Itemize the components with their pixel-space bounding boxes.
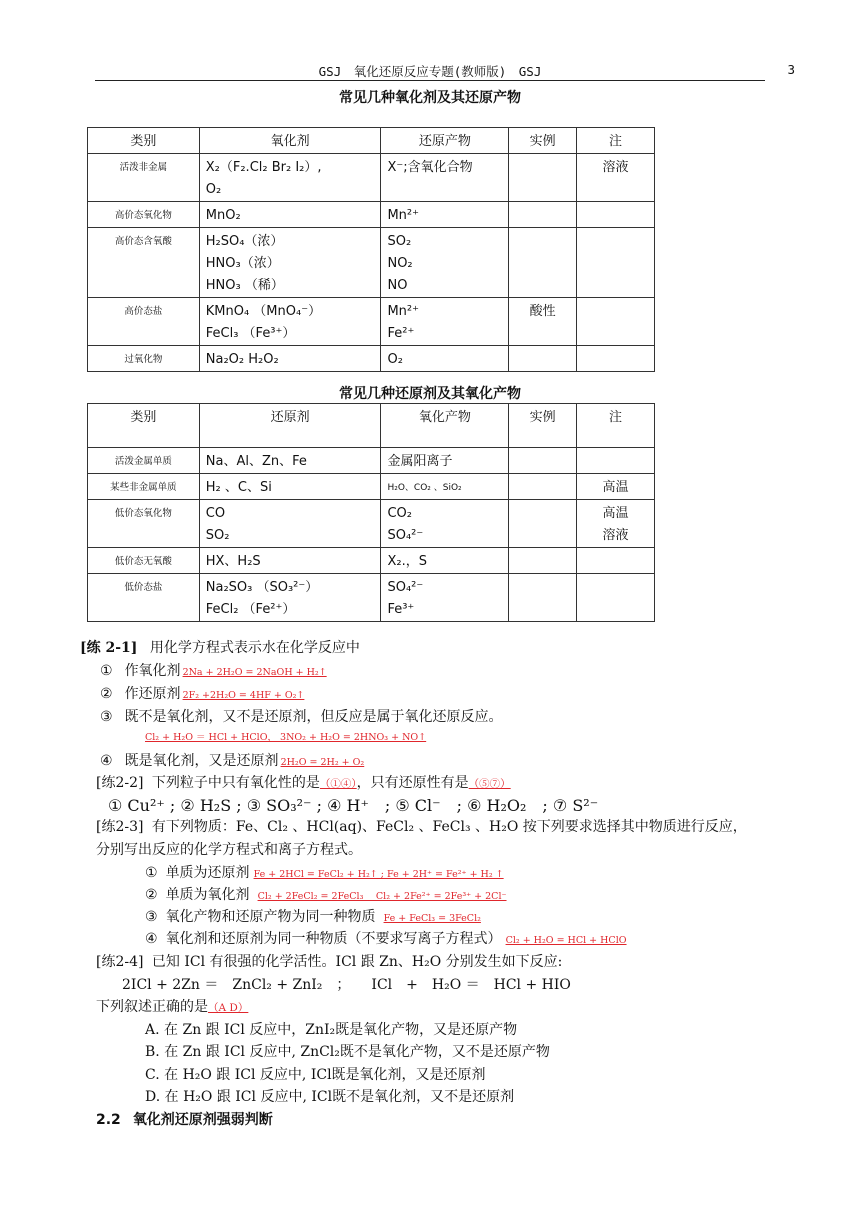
section-heading: 2.2 氧化剂还原剂强弱判断: [96, 1112, 273, 1128]
product-cell: [381, 474, 509, 500]
cell-line: Na₂SO₃ （SO₃²⁻）: [205, 580, 319, 595]
answer: 2H₂O = 2H₂ + O₂: [280, 757, 365, 768]
product-cell: [381, 346, 509, 372]
exercise-2-2: [练2-2] 下列粒子中只有氧化性的是（①④），只有还原性有是（⑤⑦）: [96, 775, 511, 791]
cell-line: HNO₃（浓）: [205, 256, 280, 271]
cell-line: Mn²⁺: [387, 304, 419, 319]
example-cell: [509, 474, 577, 500]
table-row: [88, 574, 655, 622]
agent-cell: [199, 228, 381, 298]
cell-line: Mn²⁺: [387, 208, 419, 223]
cell-line: H₂ 、C、Si: [205, 480, 272, 495]
cell-line: SO₂: [387, 234, 412, 249]
header-title: GSJ 氧化还原反应专题(教师版) GSJ: [318, 64, 542, 79]
agent-cell: [199, 202, 381, 228]
cell-line: FeCl₂ （Fe²⁺）: [205, 602, 296, 617]
example-cell: [509, 202, 577, 228]
cell-line: 高温: [602, 506, 629, 521]
answer: Cl₂ + 2FeCl₂ = 2FeCl₃ Cl₂ + 2Fe²⁺ = 2Fe³⁺ + 2Cl⁻: [257, 891, 507, 902]
column-header: 还原剂: [199, 404, 381, 448]
cell-line: H₂SO₄（浓）: [205, 234, 284, 249]
cell-line: H₂O、CO₂ 、SiO₂: [387, 483, 462, 493]
example-cell: [509, 154, 577, 202]
column-header: 实例: [509, 404, 577, 448]
table-row: [88, 154, 655, 202]
option-a: A. 在 Zn 跟 ICl 反应中，ZnI₂既是氧化产物，又是还原产物: [145, 1022, 518, 1038]
product-cell: [381, 574, 509, 622]
agent-cell: [199, 298, 381, 346]
cell-line: KMnO₄ （MnO₄⁻）: [205, 304, 322, 319]
answer: （A D）: [208, 1002, 249, 1014]
column-header: 类别: [88, 128, 200, 154]
cell-line: CO: [205, 506, 226, 521]
ex3-question-cont: 分别写出反应的化学方程式和离子方程式。: [96, 842, 362, 858]
note-cell: [577, 202, 655, 228]
table1-title: 常见几种氧化剂及其还原产物: [339, 90, 521, 106]
note-cell: [577, 548, 655, 574]
exercise-label: [练2-4]: [96, 954, 144, 970]
example-cell: [509, 448, 577, 474]
note-cell: [577, 474, 655, 500]
answer: Fe + FeCl₃ = 3FeCl₂: [383, 913, 481, 924]
exercise-label: [练2-2]: [96, 775, 144, 791]
option-d: D. 在 H₂O 跟 ICl 反应中, ICl既不是氧化剂，又不是还原剂: [145, 1089, 515, 1105]
table-row: [88, 202, 655, 228]
column-header: 注: [577, 128, 655, 154]
example-cell: 酸性: [509, 298, 577, 346]
category-cell: 某些非金属单质: [88, 474, 200, 500]
column-header: 氧化产物: [381, 404, 509, 448]
column-header: 还原产物: [381, 128, 509, 154]
ex3-item: ③ 氧化产物和还原产物为同一种物质 Fe + FeCl₃ = 3FeCl₂: [145, 909, 481, 925]
cell-line: Na、Al、Zn、Fe: [205, 454, 307, 469]
answer: Cl₂ + H₂O = HCl + HClO: [505, 935, 627, 946]
reductant-table: [87, 403, 655, 622]
category-cell: 高价态含氧酸: [88, 228, 200, 298]
note-cell: [577, 298, 655, 346]
table2-title: 常见几种还原剂及其氧化产物: [339, 386, 521, 402]
cell-line: 高温: [602, 480, 629, 495]
cell-line: Fe²⁺: [387, 326, 415, 341]
option-c: C. 在 H₂O 跟 ICl 反应中, ICl既是氧化剂，又是还原剂: [145, 1067, 486, 1083]
table-row: [88, 500, 655, 548]
answer: 2Na + 2H₂O = 2NaOH + H₂↑: [182, 667, 327, 678]
cell-line: NO: [387, 278, 408, 293]
exercise-2-4: [练2-4] 已知 ICl 有很强的化学活性。ICl 跟 Zn、H₂O 分别发生如下反应:: [96, 954, 563, 970]
note-cell: [577, 500, 655, 548]
ex3-item: ① 单质为还原剂 Fe + 2HCl = FeCl₂ + H₂↑ ; Fe + 2H⁺ = Fe²⁺ + H₂ ↑: [145, 865, 504, 881]
table-row: [88, 448, 655, 474]
agent-cell: [199, 346, 381, 372]
exercise-question: 用化学方程式表示水在化学反应中: [149, 640, 360, 656]
cell-line: O₂: [205, 182, 222, 197]
ex4-prompt: 下列叙述正确的是（A D）: [96, 999, 249, 1015]
ex4-equation: 2ICl + 2Zn ＝ ZnCl₂ + ZnI₂ ； ICl + H₂O ＝ HCl + HIO: [122, 977, 571, 993]
option-b: B. 在 Zn 跟 ICl 反应中, ZnCl₂既不是氧化产物，又不是还原产物: [145, 1044, 550, 1060]
cell-line: HX、H₂S: [205, 554, 261, 569]
example-cell: [509, 574, 577, 622]
cell-line: 溶液: [602, 528, 629, 543]
agent-cell: [199, 548, 381, 574]
cell-line: FeCl₃ （Fe³⁺）: [205, 326, 296, 341]
cell-line: Fe³⁺: [387, 602, 415, 617]
product-cell: [381, 228, 509, 298]
table-row: [88, 548, 655, 574]
ex3-item: ② 单质为氧化剂 Cl₂ + 2FeCl₂ = 2FeCl₃ Cl₂ + 2Fe²⁺ = 2Fe³⁺ + 2Cl⁻: [145, 887, 507, 903]
table-header-row: [88, 404, 655, 448]
column-header: 实例: [509, 128, 577, 154]
example-cell: [509, 228, 577, 298]
example-cell: [509, 346, 577, 372]
answer: 2F₂ +2H₂O = 4HF + O₂↑: [182, 690, 305, 701]
exercise-2-1: [80, 637, 360, 657]
category-cell: 低价态盐: [88, 574, 200, 622]
cell-line: MnO₂: [205, 208, 241, 223]
category-cell: 低价态氧化物: [88, 500, 200, 548]
table-row: [88, 298, 655, 346]
cell-line: SO₄²⁻: [387, 580, 424, 595]
category-cell: 活泼非金属: [88, 154, 200, 202]
cell-line: SO₂: [205, 528, 230, 543]
ex1-item3-answer: [145, 728, 426, 744]
exercise-label: [练 2-1]: [80, 640, 138, 656]
column-header: 氧化剂: [199, 128, 381, 154]
agent-cell: [199, 448, 381, 474]
note-cell: 溶液: [577, 154, 655, 202]
cell-line: 金属阳离子: [387, 454, 453, 469]
page-number: 3: [787, 62, 795, 77]
category-cell: 低价态无氧酸: [88, 548, 200, 574]
note-cell: [577, 574, 655, 622]
note-cell: [577, 448, 655, 474]
exercise-label: [练2-3]: [96, 819, 144, 835]
cell-line: X₂（F₂.Cl₂ Br₂ I₂）,: [205, 160, 322, 175]
cell-line: NO₂: [387, 256, 413, 271]
column-header: 注: [577, 404, 655, 448]
product-cell: [381, 500, 509, 548]
ex1-item: ④ 既是氧化剂，又是还原剂 2H₂O = 2H₂ + O₂: [100, 753, 365, 769]
cell-line: O₂: [387, 352, 403, 367]
category-cell: 高价态氧化物: [88, 202, 200, 228]
table-row: [88, 474, 655, 500]
oxidant-table: [87, 127, 655, 372]
product-cell: [381, 202, 509, 228]
ex3-item: ④ 氧化剂和还原剂为同一种物质（不要求写离子方程式） Cl₂ + H₂O = HCl + HClO: [145, 931, 627, 947]
cell-line: SO₄²⁻: [387, 528, 424, 543]
category-cell: 过氧化物: [88, 346, 200, 372]
answer: Cl₂ + H₂O ＝ HCl + HClO， 3NO₂ + H₂O = 2HNO₃ + NO↑: [145, 732, 427, 743]
ex1-item: ③ 既不是氧化剂，又不是还原剂，但反应是属于氧化还原反应。: [100, 709, 503, 725]
product-cell: [381, 154, 509, 202]
note-cell: [577, 346, 655, 372]
product-cell: [381, 448, 509, 474]
exercise-2-3: [练2-3] 有下列物质：Fe、Cl₂ 、HCl(aq)、FeCl₂ 、FeCl₃ 、H₂O 按下列要求选择其中物质进行反应，: [96, 819, 747, 835]
cell-line: Na₂O₂ H₂O₂: [205, 352, 279, 367]
table-row: [88, 228, 655, 298]
answer: （⑤⑦）: [468, 778, 511, 790]
answer: Fe + 2HCl = FeCl₂ + H₂↑ ; Fe + 2H⁺ = Fe²⁺ + H₂ ↑: [253, 869, 504, 880]
ex1-item: ① 作氧化剂 2Na + 2H₂O = 2NaOH + H₂↑: [100, 663, 327, 679]
agent-cell: [199, 154, 381, 202]
table-header-row: [88, 128, 655, 154]
agent-cell: [199, 574, 381, 622]
cell-line: X⁻;含氧化合物: [387, 160, 473, 175]
cell-line: X₂.，S: [387, 554, 427, 569]
answer: （①④）: [319, 778, 357, 790]
agent-cell: [199, 474, 381, 500]
cell-line: HNO₃ （稀）: [205, 278, 284, 293]
table-row: [88, 346, 655, 372]
cell-line: CO₂: [387, 506, 412, 521]
category-cell: 高价态盐: [88, 298, 200, 346]
agent-cell: [199, 500, 381, 548]
page-header: [95, 62, 795, 81]
product-cell: [381, 298, 509, 346]
ex1-item: ② 作还原剂 2F₂ +2H₂O = 4HF + O₂↑: [100, 686, 305, 702]
example-cell: [509, 548, 577, 574]
category-cell: 活泼金属单质: [88, 448, 200, 474]
example-cell: [509, 500, 577, 548]
note-cell: [577, 228, 655, 298]
product-cell: [381, 548, 509, 574]
column-header: 类别: [88, 404, 200, 448]
particle-list: ① Cu²⁺ ; ② H₂S ; ③ SO₃²⁻ ; ④ H⁺ ; ⑤ Cl⁻ ; ⑥ H₂O₂ ; ⑦ S²⁻: [108, 796, 599, 815]
